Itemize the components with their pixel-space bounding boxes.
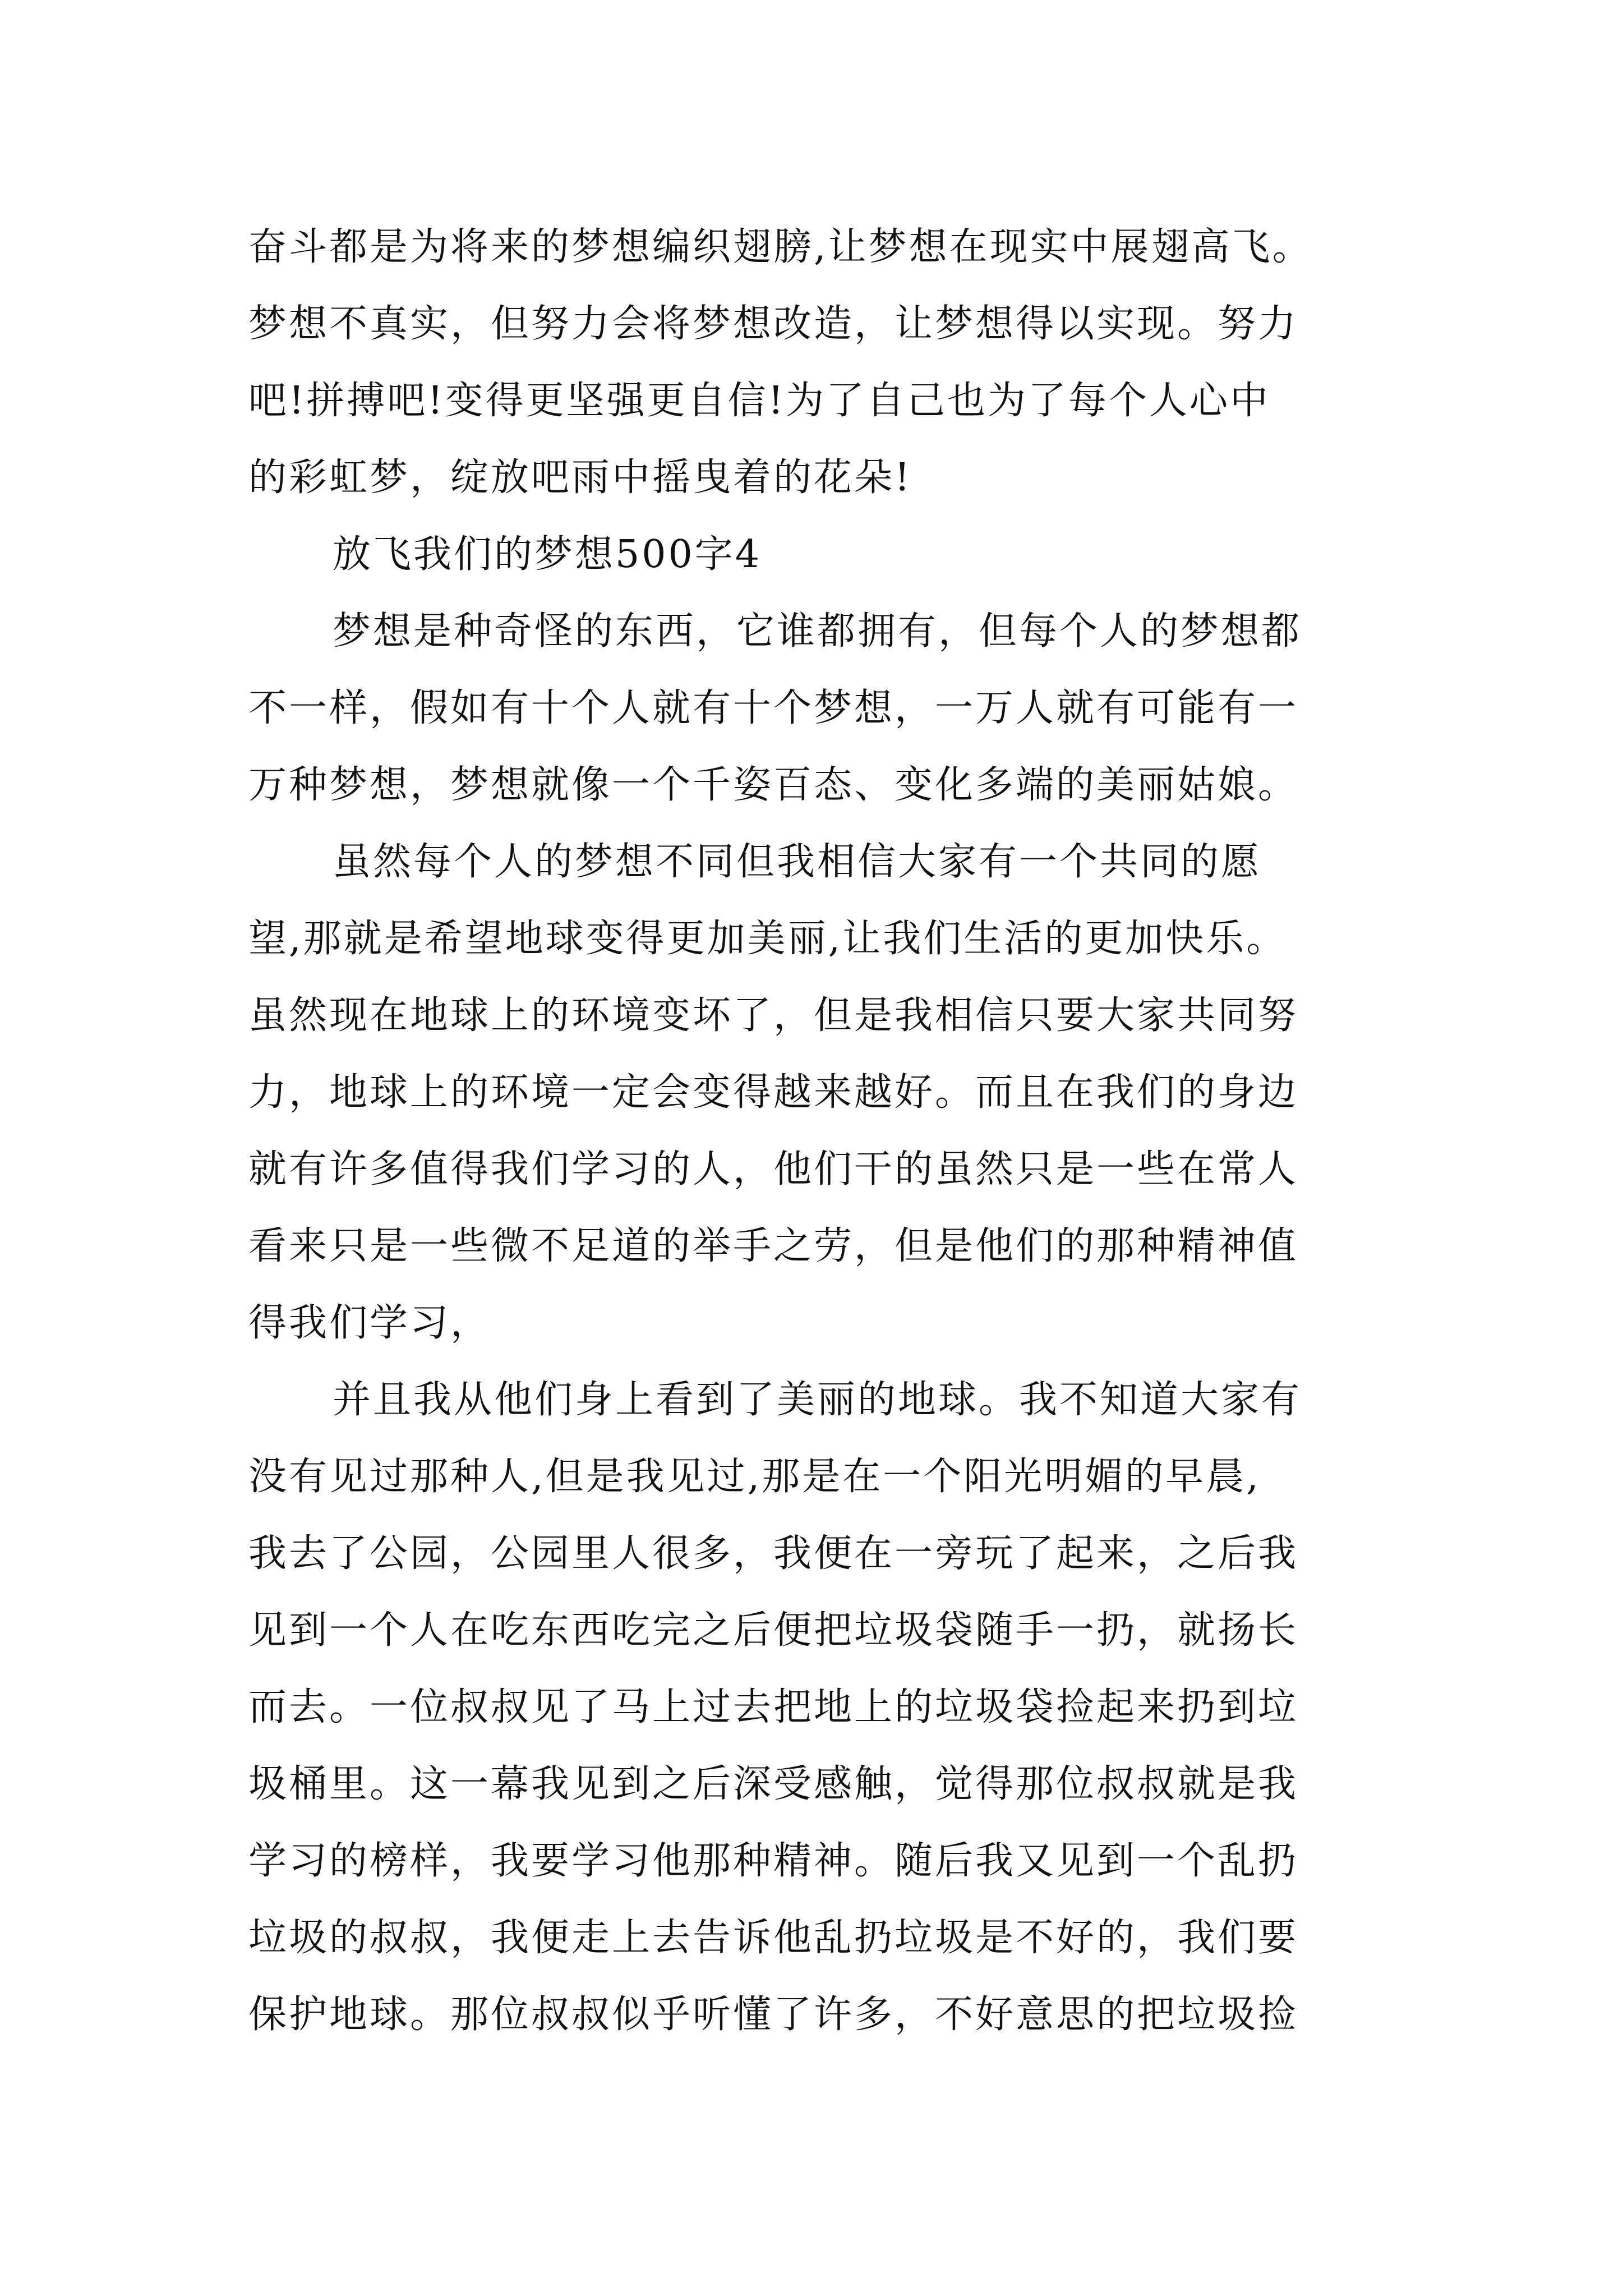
document-body <box>248 209 1454 2053</box>
text-line: 看来只是一些微不足道的举手之劳，但是他们的那种精神值 <box>248 1224 1299 1268</box>
text-line: 圾桶里。这一幕我见到之后深受感触，觉得那位叔叔就是我 <box>248 1762 1299 1806</box>
text-line: 学习的榜样，我要学习他那种精神。随后我又见到一个乱扔 <box>248 1839 1299 1883</box>
text-line: 并且我从他们身上看到了美丽的地球。我不知道大家有 <box>333 1378 1302 1422</box>
text-line: 垃圾的叔叔，我便走上去告诉他乱扔垃圾是不好的，我们要 <box>248 1916 1299 1960</box>
text-line: 虽然现在地球上的环境变坏了，但是我相信只要大家共同努 <box>248 993 1299 1038</box>
text-line: 奋斗都是为将来的梦想编织翅膀,让梦想在现实中展翅高飞。 <box>248 225 1313 269</box>
text-line: 的彩虹梦，绽放吧雨中摇曳着的花朵! <box>248 455 912 500</box>
text-line: 虽然每个人的梦想不同但我相信大家有一个共同的愿 <box>333 840 1262 884</box>
text-line: 而去。一位叔叔见了马上过去把地上的垃圾袋捡起来扔到垃 <box>248 1685 1299 1729</box>
text-line: 万种梦想，梦想就像一个千姿百态、变化多端的美丽姑娘。 <box>248 763 1299 807</box>
text-line: 吧!拼搏吧!变得更坚强更自信!为了自己也为了每个人心中 <box>248 379 1270 423</box>
text-line: 梦想是种奇怪的东西，它谁都拥有，但每个人的梦想都 <box>333 609 1302 654</box>
text-line: 没有见过那种人,但是我见过,那是在一个阳光明媚的早晨, <box>248 1455 1261 1499</box>
text-line: 不一样，假如有十个人就有十个梦想，一万人就有可能有一 <box>248 686 1299 730</box>
section-heading: 放飞我们的梦想500字4 <box>333 532 762 577</box>
text-line: 就有许多值得我们学习的人，他们干的虽然只是一些在常人 <box>248 1147 1299 1191</box>
text-line: 梦想不真实，但努力会将梦想改造，让梦想得以实现。努力 <box>248 302 1299 346</box>
text-line: 力，地球上的环境一定会变得越来越好。而且在我们的身边 <box>248 1070 1299 1115</box>
text-line: 望,那就是希望地球变得更加美丽,让我们生活的更加快乐。 <box>248 917 1287 961</box>
text-line: 见到一个人在吃东西吃完之后便把垃圾袋随手一扔，就扬长 <box>248 1608 1299 1653</box>
text-line: 保护地球。那位叔叔似乎听懂了许多，不好意思的把垃圾捡 <box>248 1993 1299 2037</box>
text-line: 我去了公园，公园里人很多，我便在一旁玩了起来，之后我 <box>248 1531 1299 1576</box>
text-line: 得我们学习， <box>248 1301 491 1345</box>
